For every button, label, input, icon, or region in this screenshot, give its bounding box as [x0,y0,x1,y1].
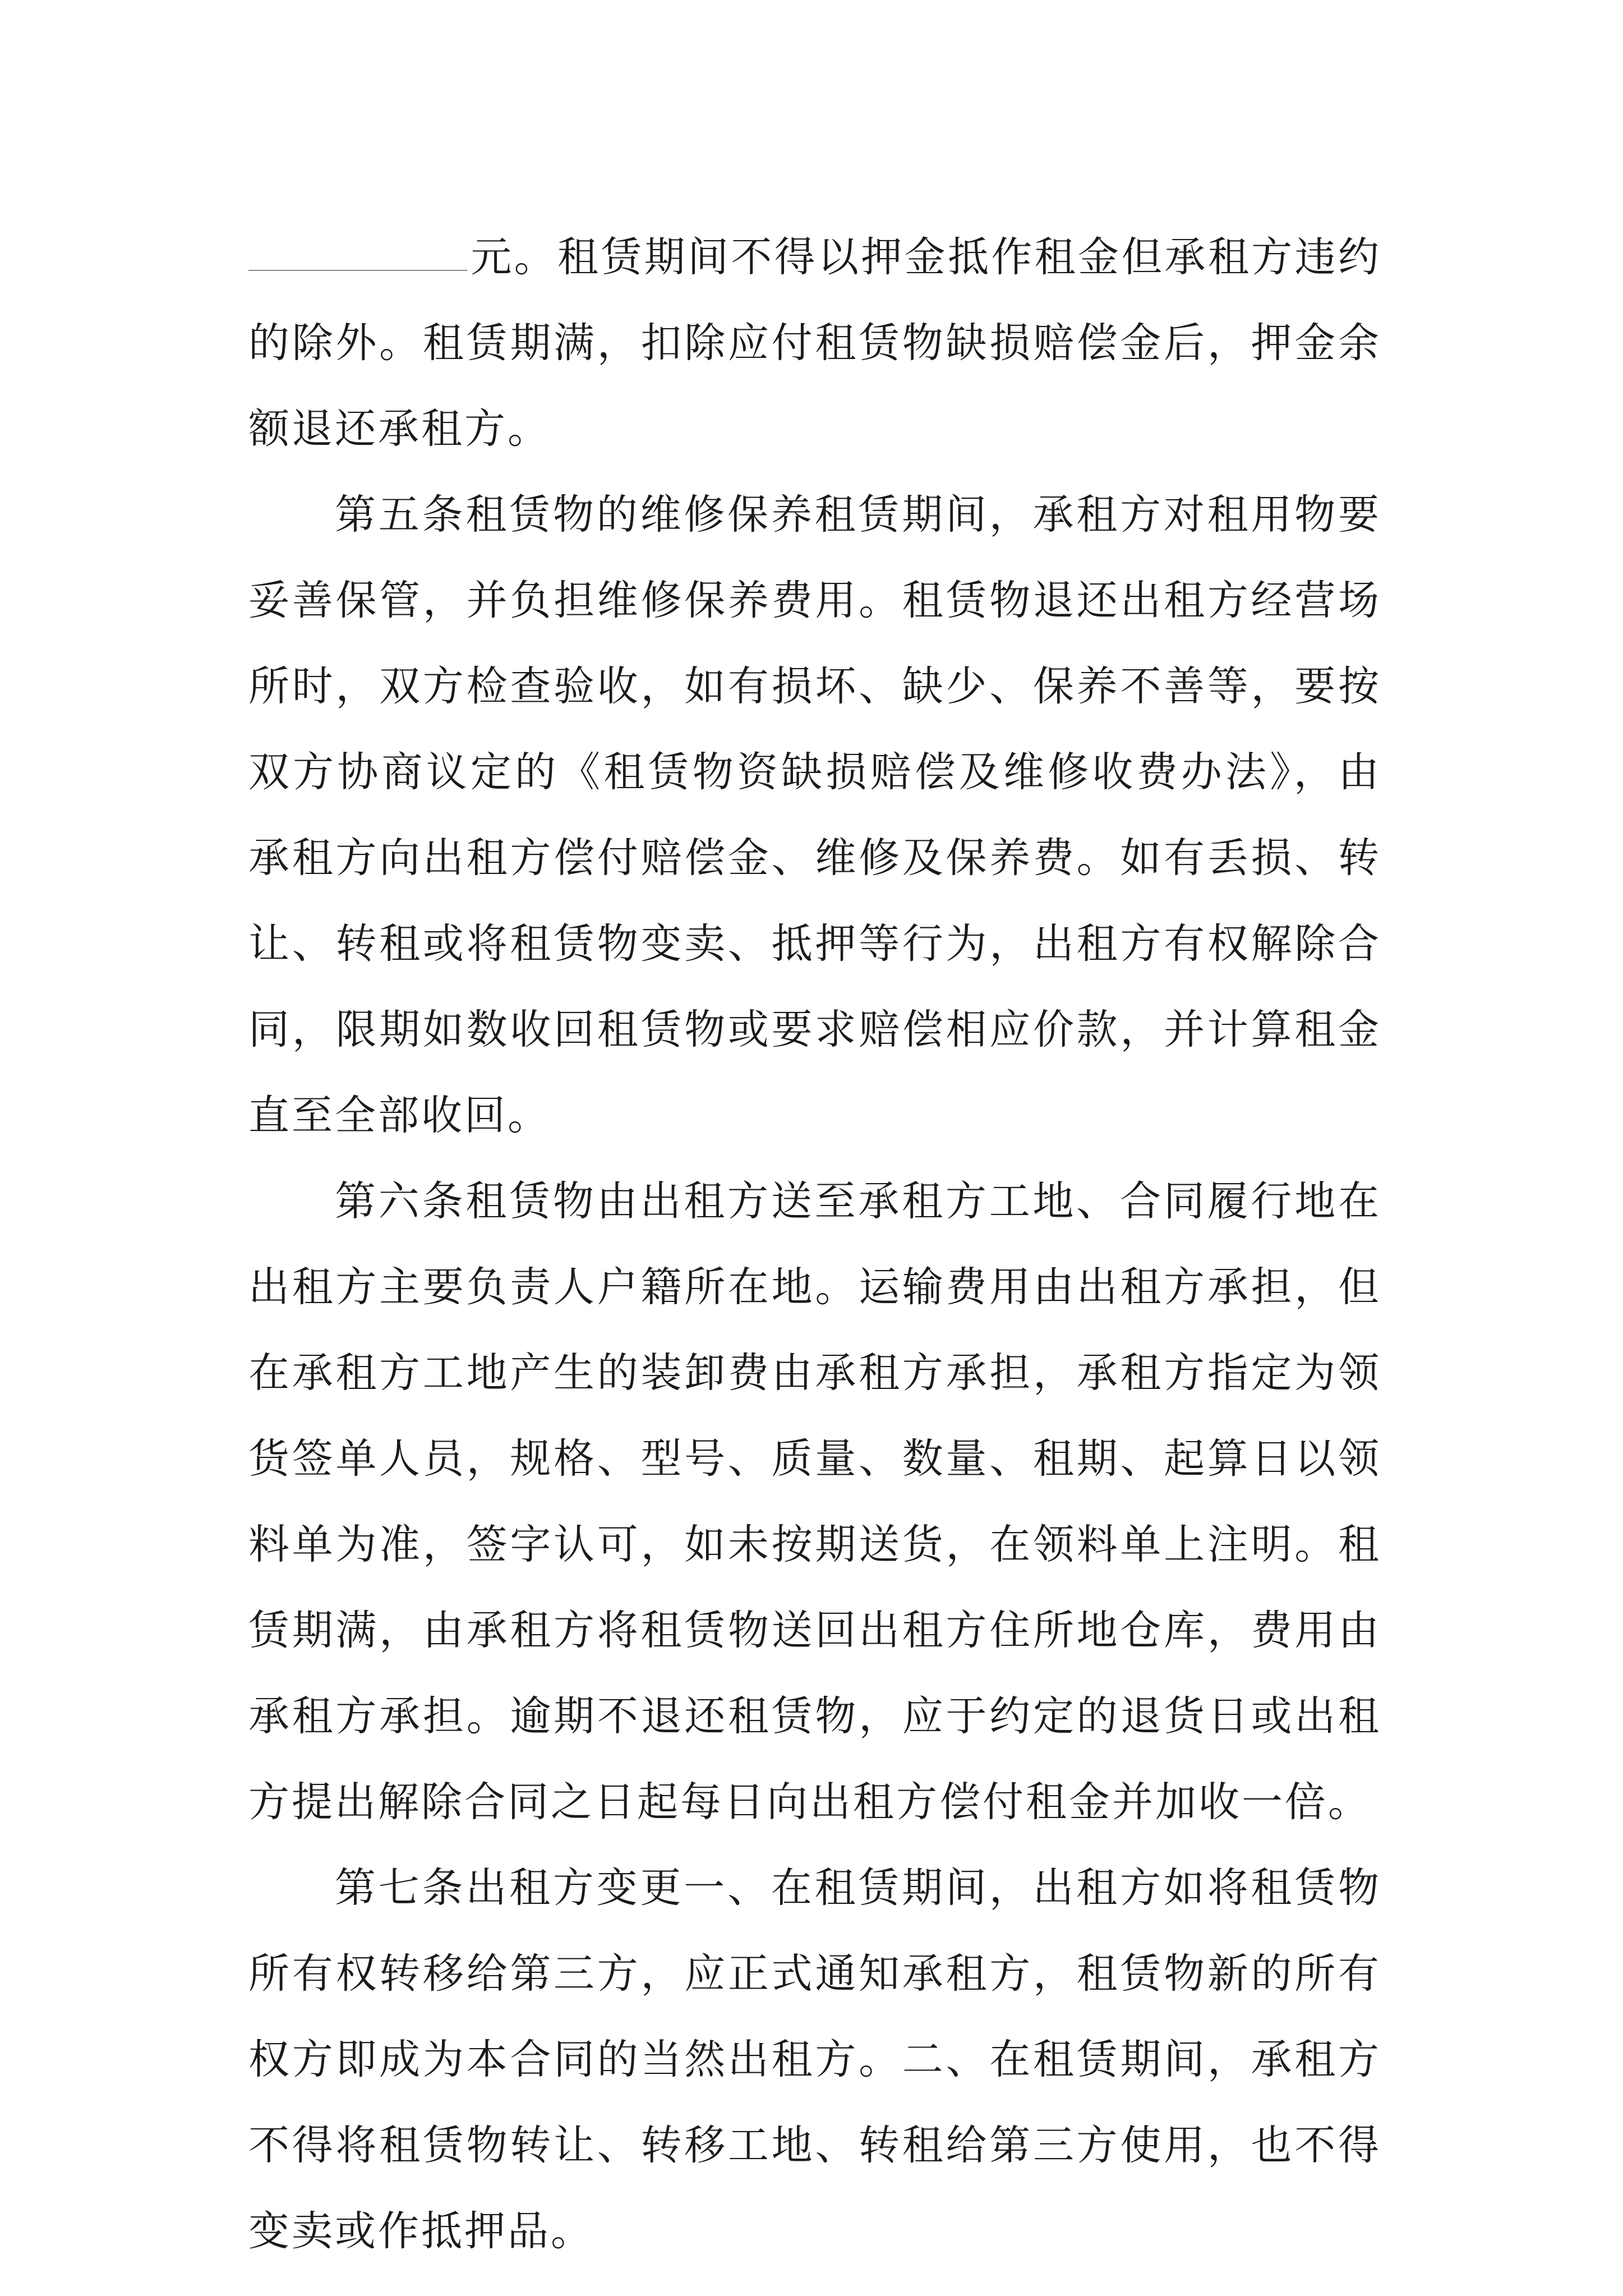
text-line [248,214,1381,300]
text-line [248,1502,1381,1588]
text-line-content: 变卖或作抵押品。 [248,2207,594,2255]
text-line [248,1073,1381,1158]
text-line [248,2102,1381,2188]
text-line-content: 让、转租或将租赁物变卖、抵押等行为，出租方有权解除合 [248,920,1381,968]
text-line-content: 方提出解除合同之日起每日向出租方偿付租金并加收一倍。 [248,1778,1371,1826]
text-line-content: 直至全部收回。 [248,1092,551,1139]
text-line [248,558,1381,643]
text-line-content: 不得将租赁物转让、转移工地、转租给第三方使用，也不得 [248,2122,1381,2169]
text-line-content: 第六条租赁物由出租方送至承租方工地、合同履行地在 [335,1177,1381,1225]
text-line-content: 货签单人员，规格、型号、质量、数量、租期、起算日以领 [248,1435,1381,1483]
text-line [248,1244,1381,1330]
text-line-content: 出租方主要负责人户籍所在地。运输费用由出租方承担，但 [248,1263,1381,1311]
text-line-content: 承租方向出租方偿付赔偿金、维修及保养费。如有丢损、转 [248,834,1381,882]
text-line [248,472,1381,558]
paragraph-article-5 [248,472,1381,1158]
text-line [248,300,1381,386]
text-line-content: 妥善保管，并负担维修保养费用。租赁物退还出租方经营场 [248,577,1381,624]
text-line-content: 双方协商议定的《租赁物资缺损赔偿及维修收费办法》，由 [248,748,1381,796]
text-line-content: 赁期满，由承租方将租赁物送回出租方住所地仓库，费用由 [248,1607,1381,1654]
text-line-content: 的除外。租赁期满，扣除应付租赁物缺损赔偿金后，押金余 [248,319,1381,367]
text-line [248,386,1381,472]
text-line-content: 第五条租赁物的维修保养租赁期间，承租方对租用物要 [335,491,1381,539]
text-line [248,1158,1381,1244]
text-line [248,1330,1381,1416]
text-line-content: 元。租赁期间不得以押金抵作租金但承租方违约 [471,233,1381,281]
text-line [248,1588,1381,1673]
text-line [248,815,1381,901]
text-line [248,643,1381,729]
text-line [248,901,1381,987]
paragraph-deposit-continuation [248,214,1381,472]
contract-body-text [248,214,1381,2274]
text-line-content: 第七条出租方变更一、在租赁期间，出租方如将租赁物 [335,1864,1381,1912]
paragraph-article-7 [248,1845,1381,2274]
text-line [248,987,1381,1073]
text-line-content: 所时，双方检查验收，如有损坏、缺少、保养不善等，要按 [248,662,1381,710]
text-line-content: 承租方承担。逾期不退还租赁物，应于约定的退货日或出租 [248,1692,1381,1740]
text-line-content: 料单为准，签字认可，如未按期送货，在领料单上注明。租 [248,1521,1381,1568]
text-line [248,729,1381,815]
text-line [248,1845,1381,1931]
paragraph-article-6 [248,1158,1381,1845]
text-line [248,1931,1381,2017]
text-line [248,2017,1381,2102]
fill-in-blank [248,237,467,271]
text-line-content: 所有权转移给第三方，应正式通知承租方，租赁物新的所有 [248,1950,1381,1998]
text-line-content: 额退还承租方。 [248,405,551,453]
text-line [248,1416,1381,1502]
text-line [248,2188,1381,2274]
text-line [248,1673,1381,1759]
text-line-content: 在承租方工地产生的装卸费由承租方承担，承租方指定为领 [248,1349,1381,1397]
text-line-content: 权方即成为本合同的当然出租方。二、在租赁期间，承租方 [248,2036,1381,2083]
text-line-content: 同，限期如数收回租赁物或要求赔偿相应价款，并计算租金 [248,1006,1381,1053]
text-line [248,1759,1381,1845]
